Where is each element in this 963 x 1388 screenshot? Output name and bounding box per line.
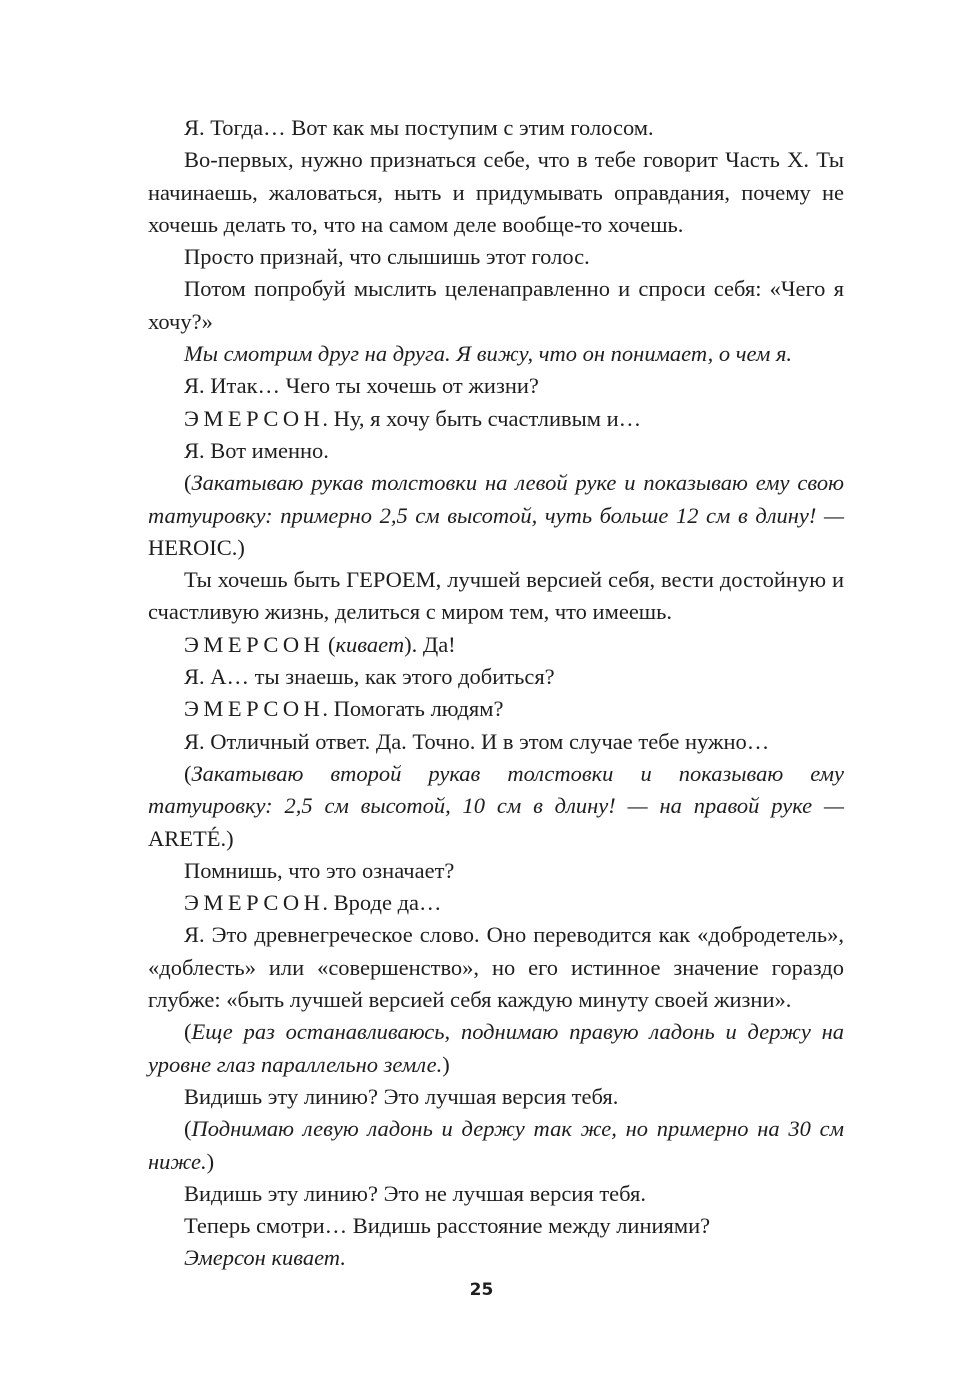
stage-direction-text: Закатываю рукав толстовки на левой руке и показываю ему свою татуировку: примерно 2,5 см высотой, чуть больше 12 см в длину! — (148, 470, 844, 528)
paragraph-text: ( (184, 470, 192, 496)
paragraph-text: ( (184, 1019, 192, 1045)
paragraph-text: . Ну, я хочу быть счастливым и… (322, 405, 642, 431)
paragraph-text: Ты хочешь быть ГЕРОЕМ, лучшей версией себя, вести достойную и счастливую жизнь, делиться с миром тем, что имеешь. (148, 567, 844, 625)
stage-direction-text: Поднимаю левую ладонь и держу так же, но примерно на 30 см ниже. (148, 1116, 844, 1174)
paragraph-text: ( (322, 631, 336, 657)
paragraph-text: Я. А… ты знаешь, как этого добиться? (184, 664, 555, 690)
paragraph (148, 1113, 844, 1178)
page-body-text (148, 112, 844, 1275)
paragraph (148, 661, 844, 693)
paragraph-text: ) (206, 1148, 215, 1174)
paragraph (148, 564, 844, 629)
paragraph-text: Я. Итак… Чего ты хочешь от жизни? (184, 373, 539, 399)
paragraph (148, 1178, 844, 1210)
paragraph-text: Я. Это древнегреческое слово. Оно переводится как «добродетель», «доблесть» или «совершенство», но его истинное значение гораздо глубже: «быть лучшей версией себя каждую минуту своей жизни». (148, 922, 844, 1013)
paragraph-text: Видишь эту линию? Это лучшая версия тебя. (184, 1083, 619, 1109)
paragraph (148, 1081, 844, 1113)
paragraph (148, 112, 844, 144)
paragraph-text: ARETÉ.) (148, 825, 234, 851)
speaker-name: ЭМЕРСОН (184, 696, 325, 722)
paragraph (148, 919, 844, 1016)
paragraph (148, 370, 844, 402)
paragraph-text: Теперь смотри… Видишь расстояние между линиями? (184, 1213, 711, 1239)
paragraph-text: . Помогать людям? (322, 696, 504, 722)
paragraph (148, 435, 844, 467)
paragraph (148, 1016, 844, 1081)
paragraph-text: Во-первых, нужно признаться себе, что в тебе говорит Часть X. Ты начинаешь, жаловаться, ныть и придумывать оправдания, почему не хочешь делать то, что на самом деле вообще-то хочешь. (148, 147, 844, 237)
paragraph-text: ) (442, 1051, 450, 1077)
paragraph-text: ( (184, 1116, 192, 1142)
paragraph (148, 1210, 844, 1242)
paragraph (148, 338, 844, 370)
stage-direction-text: Еще раз останавливаюсь, поднимаю правую ладонь и держу на уровне глаз параллельно земле. (148, 1019, 844, 1077)
paragraph (148, 273, 844, 338)
paragraph-text: ). Да! (404, 631, 456, 657)
paragraph (148, 629, 844, 661)
paragraph-text: Потом попробуй мыслить целенаправленно и спроси себя: «Чего я хочу?» (148, 276, 844, 334)
paragraph-text: ( (184, 760, 192, 786)
speaker-name: ЭМЕРСОН (184, 631, 325, 657)
paragraph-text: HEROIC.) (148, 534, 245, 560)
paragraph (148, 726, 844, 758)
paragraph-text: Я. Вот именно. (184, 437, 329, 463)
paragraph-text: Просто признай, что слышишь этот голос. (184, 244, 590, 270)
paragraph-text: Помнишь, что это означает? (184, 857, 455, 883)
speaker-name: ЭМЕРСОН (184, 890, 325, 916)
stage-direction-text: Мы смотрим друг на друга. Я вижу, что он понимает, о чем я. (184, 341, 793, 367)
paragraph (148, 403, 844, 435)
paragraph (148, 855, 844, 887)
paragraph-text: Я. Тогда… Вот как мы поступим с этим голосом. (184, 115, 654, 140)
paragraph (148, 693, 844, 725)
paragraph-text: Я. Отличный ответ. Да. Точно. И в этом случае тебе нужно… (184, 728, 770, 754)
paragraph-text: . Вроде да… (322, 890, 442, 916)
paragraph-text: Видишь эту линию? Это не лучшая версия тебя. (184, 1180, 646, 1206)
speaker-name: ЭМЕРСОН (184, 405, 325, 431)
paragraph (148, 467, 844, 564)
stage-direction-text: Эмерсон кивает. (184, 1245, 346, 1271)
paragraph (148, 887, 844, 919)
stage-direction-text: кивает (335, 631, 405, 657)
page-number: 25 (469, 1280, 494, 1300)
paragraph (148, 241, 844, 273)
paragraph (148, 144, 844, 241)
stage-direction-text: Закатываю второй рукав толстовки и показываю ему татуировку: 2,5 см высотой, 10 см в длину! — на правой руке — (148, 760, 844, 819)
paragraph (148, 758, 844, 855)
paragraph (148, 1242, 844, 1274)
